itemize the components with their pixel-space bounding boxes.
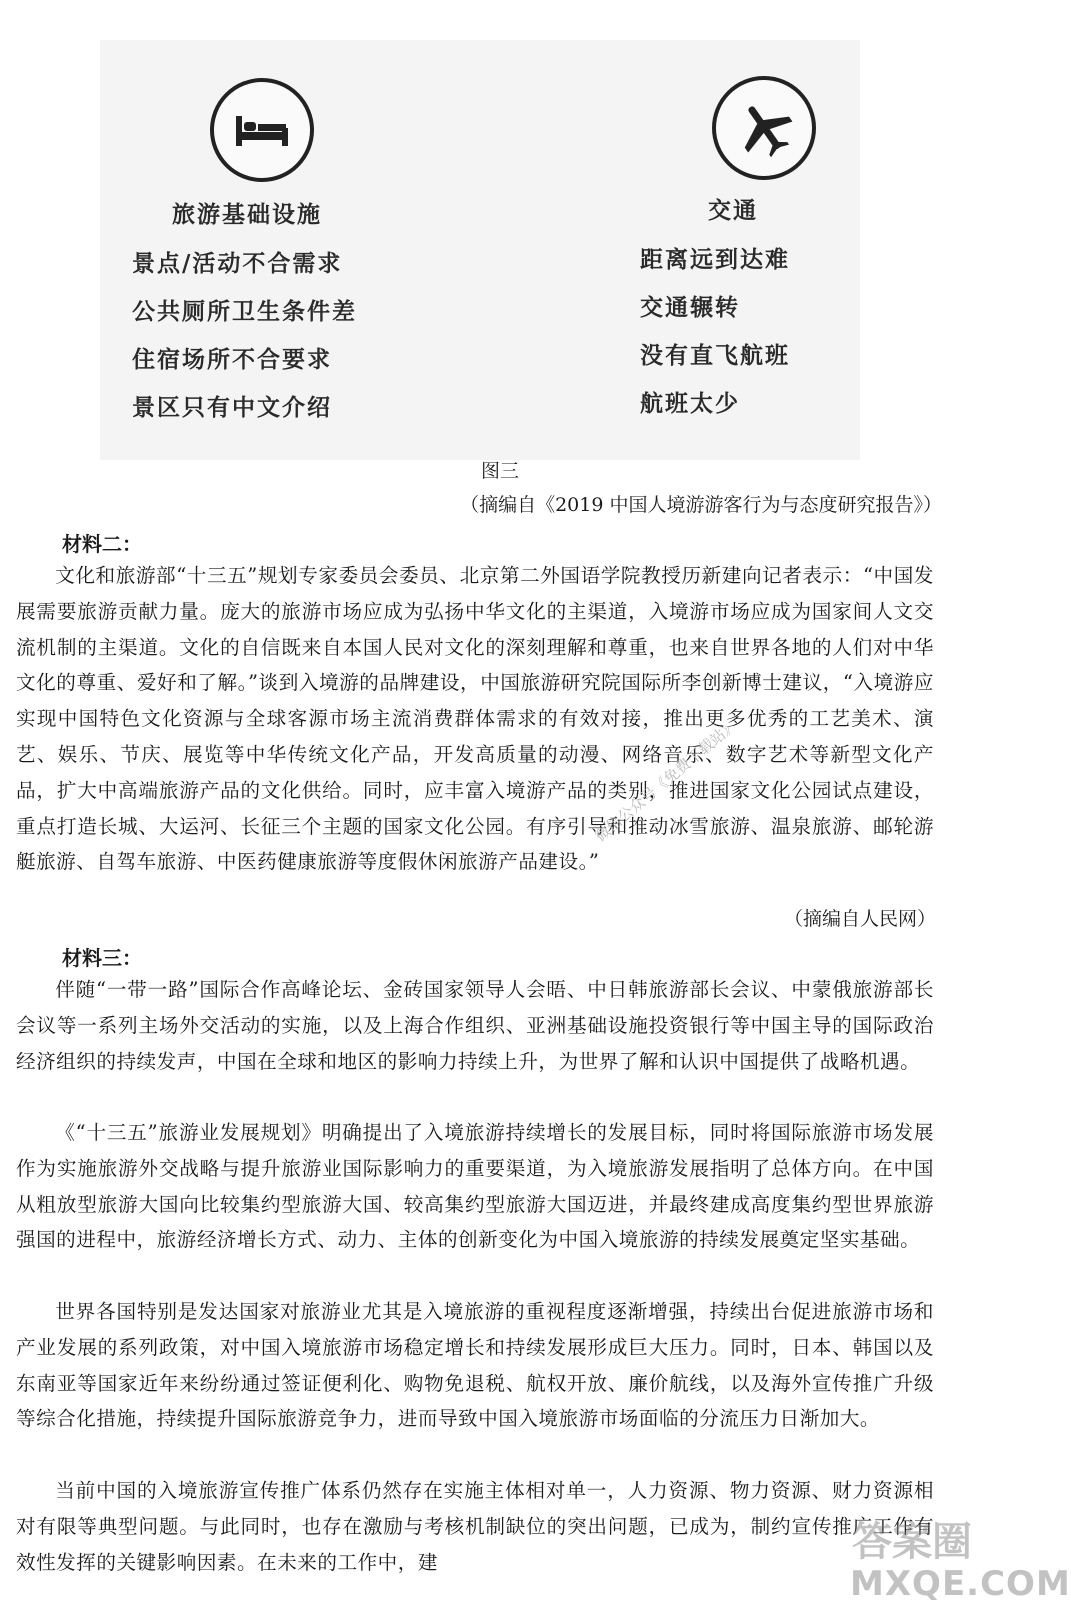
list-item: 航班太少: [640, 390, 740, 417]
site-logo: [832, 1510, 1071, 1610]
logo-line2: MXQE.COM: [850, 1564, 1071, 1604]
figure-source: （摘编自《2019 中国人境游游客行为与态度研究报告》）: [460, 494, 942, 516]
airplane-icon: [712, 76, 816, 180]
material3-paragraph-2: 《“十三五”旅游业发展规划》明确提出了入境旅游持续增长的发展目标，同时将国际旅游市场发展作为实施旅游外交战略与提升旅游业国际影响力的重要渠道，为入境旅游发展指明了总体方向。在中国从粗放型旅游大国向比较集约型旅游大国、较高集约型旅游大国迈进，并最终建成高度集约型世界旅游强国的进程中，旅游经济增长方式、动力、主体的创新变化为中国入境旅游的持续发展奠定坚实基础。: [16, 1121, 934, 1252]
material3-paragraph-3: 世界各国特别是发达国家对旅游业尤其是入境旅游的重视程度逐渐增强，持续出台促进旅游市场和产业发展的系列政策，对中国入境旅游市场稳定增长和持续发展形成巨大压力。同时，日本、韩国以及东南亚等国家近年来纷纷通过签证便利化、购物免退税、航权开放、廉价航线，以及海外宣传推广升级等综合化措施，持续提升国际旅游竞争力，进而导致中国入境旅游市场面临的分流压力日渐加大。: [16, 1300, 934, 1431]
list-item: 没有直飞航班: [640, 342, 790, 369]
material3-title: 材料三：: [62, 946, 142, 970]
material2-title: 材料二：: [62, 532, 142, 556]
list-item: 交通辗转: [640, 294, 740, 321]
list-item: 景点/活动不合需求: [132, 250, 343, 277]
list-item: 住宿场所不合要求: [132, 346, 332, 373]
list-item: 公共厕所卫生条件差: [132, 298, 357, 325]
infrastructure-list: [132, 240, 357, 432]
figure-three: [100, 40, 860, 460]
transport-title: 交通: [708, 197, 758, 224]
material2-source: （摘编自人民网）: [783, 908, 936, 930]
figure-caption: 图三: [480, 460, 519, 482]
watermark: 微信公众号《免费下载站》: [591, 715, 741, 846]
material3-paragraph-1: 伴随“一带一路”国际合作高峰论坛、金砖国家领导人会晤、中日韩旅游部长会议、中蒙俄旅游部长会议等一系列主场外交活动的实施，以及上海合作组织、亚洲基础设施投资银行等中国主导的国际政治经济组织的持续发声，中国在全球和地区的影响力持续上升，为世界了解和认识中国提供了战略机遇。: [16, 978, 934, 1073]
list-item: 距离远到达难: [640, 246, 790, 273]
logo-line1: 答案圈: [852, 1519, 972, 1565]
infrastructure-title: 旅游基础设施: [172, 201, 322, 228]
list-item: 景区只有中文介绍: [132, 394, 332, 421]
bed-icon: [210, 78, 314, 182]
material3-paragraph-4: 当前中国的入境旅游宣传推广体系仍然存在实施主体相对单一，人力资源、物力资源、财力资源相对有限等典型问题。与此同时，也存在激励与考核机制缺位的突出问题，已成为，制约宣传推广工作有效性发挥的关键影响因素。在未来的工作中，建: [16, 1479, 934, 1574]
material2-paragraph: 文化和旅游部“十三五”规划专家委员会委员、北京第二外国语学院教授历新建向记者表示：“中国发展需要旅游贡献力量。庞大的旅游市场应成为弘扬中华文化的主渠道，入境游市场应成为国家间人文交流机制的主渠道。文化的自信既来自本国人民对文化的深刻理解和尊重，也来自世界各地的人们对中华文化的尊重、爱好和了解。”谈到入境游的品牌建设，中国旅游研究院国际所李创新博士建议，“入境游应实现中国特色文化资源与全球客源市场主流消费群体需求的有效对接，推出更多优秀的工艺美术、演艺、娱乐、节庆、展览等中华传统文化产品，开发高质量的动漫、网络音乐、数字艺术等新型文化产品，扩大中高端旅游产品的文化供给。同时，应丰富入境游产品的类别，推进国家文化公园试点建设，重点打造长城、大运河、长征三个主题的国家文化公园。有序引导和推动冰雪旅游、温泉旅游、邮轮游艇旅游、自驾车旅游、中医药健康旅游等度假休闲旅游产品建设。”: [16, 564, 934, 874]
transport-list: [640, 236, 790, 428]
